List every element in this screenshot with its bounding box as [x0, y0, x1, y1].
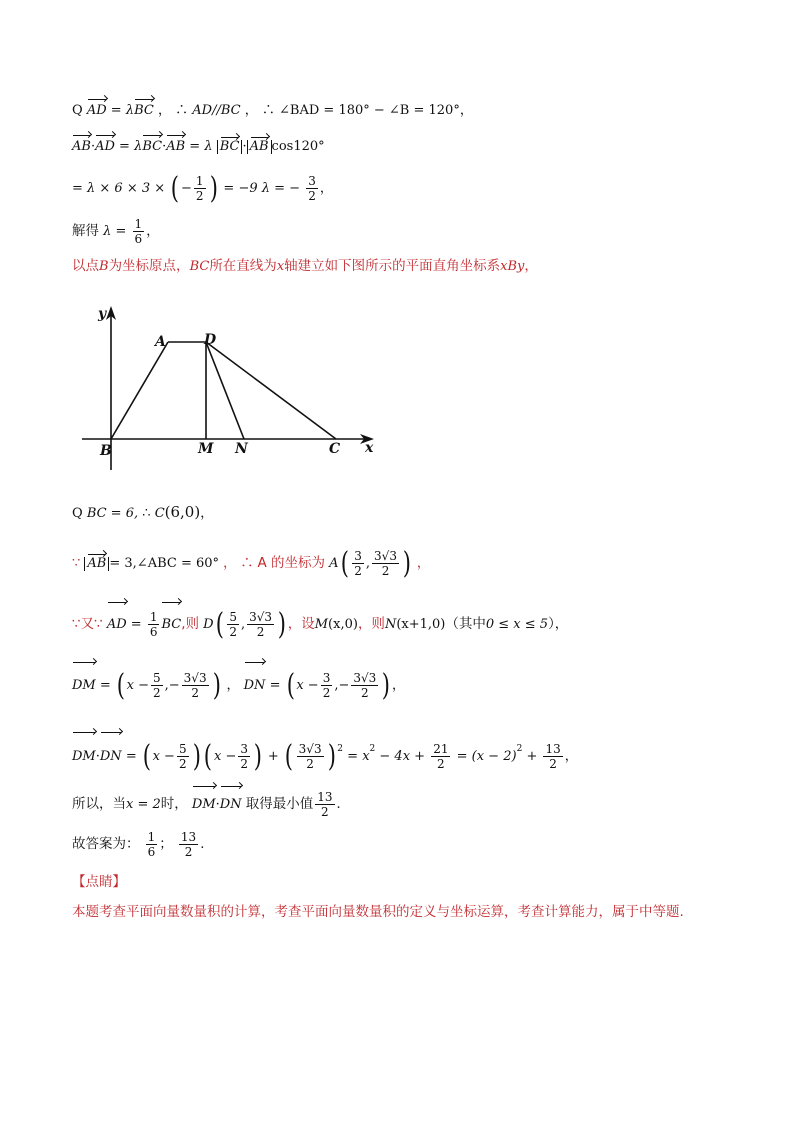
- separator: ，: [416, 556, 430, 571]
- left-paren: (: [215, 606, 224, 642]
- coordinate-figure: [72, 300, 392, 475]
- separator: ，: [564, 749, 578, 764]
- condition: x = 2: [126, 797, 161, 812]
- cos-term: cos120°: [271, 139, 325, 154]
- result-expression: = −9 λ = −: [223, 181, 301, 196]
- numerator: 3: [240, 742, 249, 756]
- solve-label: 解得: [72, 223, 99, 239]
- denominator: 2: [191, 686, 199, 700]
- point-d-coordinates: [203, 606, 288, 642]
- right-paren: ): [192, 738, 201, 774]
- expression: x −: [126, 678, 149, 693]
- fraction: [543, 742, 562, 771]
- segment-bc: BC: [189, 259, 210, 274]
- point-c-coordinates: (6,0): [164, 503, 201, 521]
- denominator: 2: [178, 757, 187, 771]
- separator: ，: [459, 103, 473, 118]
- denominator: 2: [306, 757, 314, 771]
- angle-statement: ∠BAD = 180° − ∠B = 120°: [279, 103, 460, 118]
- fraction: [148, 610, 160, 639]
- numerator: 3√3: [183, 671, 207, 685]
- plus: +: [267, 749, 279, 764]
- label-m: M: [198, 441, 214, 457]
- remark-body: 本题考查平面向量数量积的计算，考查平面向量数量积的定义与坐标运算，考查计算能力，属于中等题.: [72, 904, 684, 920]
- because-symbol: ∵: [72, 556, 81, 571]
- bc-length: BC = 6,: [86, 506, 139, 521]
- fraction: [431, 742, 450, 771]
- fraction: [372, 549, 399, 578]
- text: 取得最小值: [245, 796, 314, 812]
- segment-ba: [111, 342, 168, 439]
- denominator: 2: [256, 625, 265, 639]
- text: A 的坐标为: [257, 555, 326, 571]
- numerator: 3√3: [249, 610, 273, 624]
- denominator: 2: [381, 564, 390, 578]
- point-b: B: [99, 259, 109, 274]
- solution-line-5: [72, 257, 538, 276]
- numerator: 13: [317, 790, 333, 804]
- therefore-symbol: ∴: [142, 506, 151, 521]
- equals: =: [269, 678, 281, 693]
- solution-line-7: [72, 543, 430, 583]
- separator: ，: [226, 678, 240, 693]
- point-m: M: [314, 617, 329, 632]
- given-conditions: = 3,∠ABC = 60°: [109, 556, 220, 571]
- fraction: [227, 610, 239, 639]
- denominator: 2: [354, 564, 362, 578]
- point-n-coordinates: [385, 617, 445, 632]
- numerator: 21: [433, 742, 449, 756]
- solution-line-3: [72, 172, 333, 206]
- abs-ab: [247, 140, 272, 154]
- vector-ab: AB: [87, 556, 107, 571]
- because-symbol: ∵又∵: [72, 616, 103, 632]
- numerator: 1: [134, 217, 143, 231]
- left-paren: (: [142, 738, 151, 774]
- label-c: C: [329, 441, 341, 457]
- numerator: 5: [153, 671, 161, 685]
- fraction-three-halves: [306, 174, 318, 203]
- fraction: [352, 549, 364, 578]
- numerator: 5: [229, 610, 237, 624]
- numerator: 3√3: [298, 742, 322, 756]
- denominator: 2: [437, 757, 445, 771]
- text: 轴建立如下图所示的平面直角坐标系: [284, 258, 501, 274]
- fraction-one-sixth: [133, 217, 145, 246]
- comma: ,: [365, 556, 371, 571]
- minus: −: [181, 181, 192, 196]
- separator: ，: [524, 258, 538, 274]
- numerator: 13: [180, 830, 197, 844]
- vector-bc: BC: [134, 103, 154, 118]
- separator: .: [336, 797, 341, 812]
- dot-operator: ·: [242, 139, 247, 154]
- q-symbol: Q: [72, 506, 83, 521]
- expression: = x: [347, 749, 370, 764]
- numerator: 3: [308, 174, 316, 188]
- right-paren: ): [253, 738, 262, 774]
- denominator: 2: [322, 686, 331, 700]
- abs-ab: [84, 557, 109, 571]
- vector-relation: [106, 610, 182, 639]
- x-range: 0 ≤ x ≤ 5: [485, 617, 549, 632]
- point-m-coordinates: [315, 617, 358, 632]
- solution-line-10: [72, 727, 578, 774]
- text: 为坐标原点，: [108, 258, 190, 274]
- answer-label: 故答案为：: [72, 836, 140, 852]
- separator: ，: [200, 506, 214, 521]
- solution-line-12: [72, 828, 204, 860]
- vector-bc: BC: [142, 139, 163, 154]
- left-paren: (: [340, 545, 349, 581]
- separator: ，: [146, 224, 160, 239]
- fraction: [247, 610, 274, 639]
- equals: =: [110, 103, 122, 118]
- exponent: 2: [369, 744, 376, 754]
- vector-ad: AD: [86, 103, 107, 118]
- right-paren: ): [402, 545, 411, 581]
- solution-line-11: [72, 788, 341, 820]
- denominator: 6: [149, 625, 158, 639]
- product-expression: = λ × 6 × 3 ×: [72, 181, 166, 196]
- vector-ab: AB: [249, 139, 269, 154]
- dot-operator: ·: [162, 139, 167, 154]
- vector-dm: DM: [72, 735, 96, 779]
- vector-ab: AB: [72, 139, 91, 154]
- text: ，则: [357, 616, 385, 632]
- denominator: 2: [549, 757, 557, 771]
- left-paren: (: [204, 738, 213, 774]
- label-d: D: [204, 332, 217, 348]
- right-paren: ): [382, 667, 391, 703]
- denominator: 2: [361, 686, 369, 700]
- dot-operator: ·: [95, 749, 100, 764]
- numerator: 3√3: [374, 549, 397, 563]
- numerator: 3: [354, 549, 362, 563]
- vector-ad: AD: [95, 139, 115, 154]
- expression: x −: [296, 678, 319, 693]
- therefore-symbol: ∴: [261, 103, 275, 118]
- remark-title: 【点睛】: [72, 874, 126, 890]
- therefore-symbol: ∴: [175, 103, 189, 118]
- text: （其中: [445, 616, 486, 632]
- numerator: 3√3: [353, 671, 377, 685]
- q-symbol: Q: [72, 103, 83, 118]
- vector-bc: BC: [219, 139, 240, 154]
- text: 以点: [72, 258, 99, 274]
- comma: ,−: [334, 678, 350, 693]
- separator: ，: [319, 181, 333, 196]
- lambda-equals: λ =: [103, 224, 127, 239]
- vector-ab: AB: [166, 139, 186, 154]
- denominator: 6: [134, 232, 143, 246]
- denominator: 2: [240, 757, 249, 771]
- left-paren: (: [284, 738, 293, 774]
- parallel-statement: AD//BC: [192, 103, 241, 118]
- equals-lambda: = λ: [189, 139, 213, 154]
- separator: ，: [223, 556, 237, 571]
- text: ），: [548, 616, 569, 632]
- separator: ；: [159, 836, 173, 852]
- label-y: y: [98, 306, 107, 322]
- left-paren: (: [286, 667, 295, 703]
- equals-lambda: = λ: [119, 139, 143, 154]
- equals: =: [125, 749, 137, 764]
- solution-line-9: [72, 665, 405, 707]
- denominator: 2: [229, 625, 237, 639]
- point-a: A: [329, 556, 339, 571]
- separator: ，: [157, 103, 171, 118]
- text: ，设: [287, 616, 315, 632]
- numerator: 1: [195, 174, 204, 188]
- denominator: 6: [147, 845, 156, 859]
- fraction: [238, 742, 250, 771]
- fraction: [321, 671, 333, 700]
- label-x: x: [365, 440, 374, 456]
- separator: .: [200, 837, 205, 852]
- coordinates: (x+1,0): [396, 617, 446, 632]
- solution-line-2: [72, 138, 325, 156]
- vector-bc: BC: [161, 605, 181, 645]
- fraction-half: [194, 174, 206, 203]
- exponent: 2: [516, 744, 523, 754]
- expression: − 4x +: [379, 749, 426, 764]
- denominator: 2: [195, 189, 204, 203]
- solution-line-1: [72, 102, 473, 120]
- separator: ，: [244, 103, 258, 118]
- text: 所在直线为: [209, 258, 277, 274]
- right-paren: ): [209, 170, 218, 206]
- denominator: 2: [308, 189, 316, 203]
- text: ,则: [181, 616, 200, 632]
- expression: x −: [152, 749, 175, 764]
- expression: = (x − 2): [456, 749, 517, 764]
- coordinate-system-name: xBy: [500, 259, 525, 274]
- vector-dn: DN: [100, 735, 122, 779]
- left-paren: (: [171, 170, 180, 206]
- vector-dn: DN: [244, 665, 266, 707]
- denominator: 2: [153, 686, 161, 700]
- solution-line-4: [72, 215, 159, 247]
- dot-operator: ·: [215, 797, 220, 812]
- exponent: 2: [337, 744, 344, 754]
- right-paren: ): [212, 667, 221, 703]
- point-a-coordinates: [329, 545, 417, 581]
- fraction: [151, 671, 163, 700]
- fraction: [179, 830, 198, 859]
- numerator: 1: [149, 610, 158, 624]
- numerator: 3: [322, 671, 331, 685]
- x-axis-name: x: [276, 259, 285, 274]
- therefore-symbol: ∴: [240, 556, 254, 571]
- fraction: [351, 671, 378, 700]
- lambda: λ: [125, 103, 135, 118]
- numerator: 13: [545, 742, 561, 756]
- label-n: N: [235, 441, 248, 457]
- numerator: 5: [178, 742, 187, 756]
- comma: ,: [240, 617, 246, 632]
- fraction: [182, 671, 209, 700]
- fraction: [177, 742, 189, 771]
- point-c: C: [154, 506, 165, 521]
- equals: =: [130, 617, 142, 632]
- dot-operator: ·: [90, 139, 96, 154]
- label-a: A: [155, 334, 166, 350]
- left-paren: (: [116, 667, 125, 703]
- label-b: B: [100, 443, 112, 459]
- point-d: D: [203, 617, 214, 632]
- numerator: 1: [147, 830, 156, 844]
- separator: ，: [392, 678, 406, 693]
- text: 所以，当: [72, 796, 126, 812]
- vector-dn: DN: [220, 789, 242, 821]
- fraction: [297, 742, 324, 771]
- point-n: N: [384, 617, 397, 632]
- right-paren: ): [327, 738, 336, 774]
- solution-line-6: [72, 500, 213, 524]
- vector-dm: DM: [72, 665, 96, 707]
- comma: ,−: [164, 678, 180, 693]
- coordinates: (x,0): [328, 617, 358, 632]
- expression: x −: [214, 749, 237, 764]
- plus: +: [526, 749, 538, 764]
- fraction: [315, 790, 334, 819]
- right-paren: ): [277, 606, 286, 642]
- fraction: [146, 830, 158, 859]
- vector-ad: AD: [107, 605, 127, 645]
- text: 时，: [160, 796, 188, 812]
- vector-dm: DM: [192, 789, 216, 821]
- denominator: 2: [184, 845, 193, 859]
- solution-line-8: [72, 604, 568, 644]
- abs-bc: [217, 140, 243, 154]
- denominator: 2: [321, 805, 329, 819]
- equals: =: [99, 678, 111, 693]
